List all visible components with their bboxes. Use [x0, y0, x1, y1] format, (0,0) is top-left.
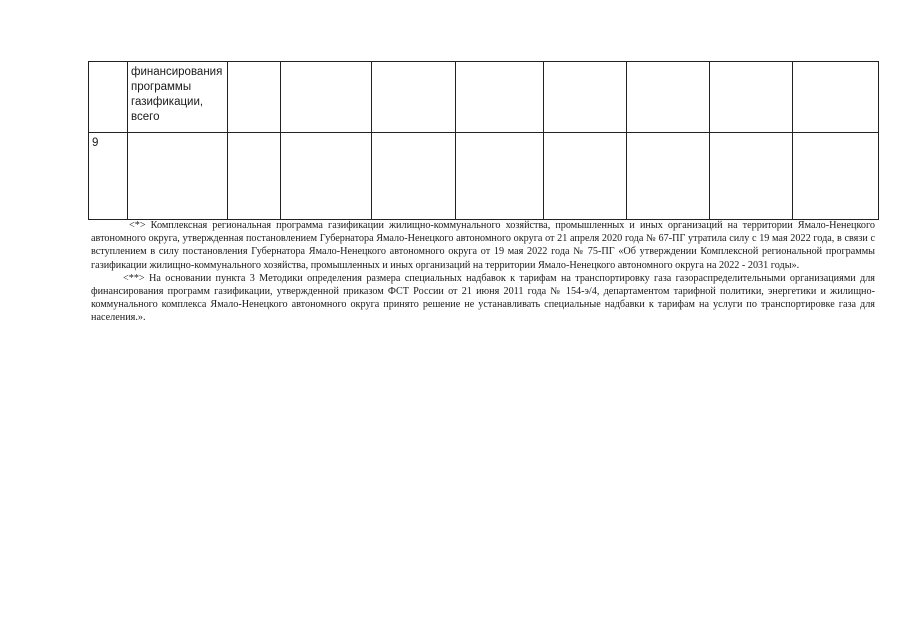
empty-cell	[372, 62, 456, 133]
empty-cell	[710, 62, 793, 133]
footnote-2: <**> На основании пункта 3 Методики определения размера специальных надбавок к тарифам на транспортировку газа газораспределительными организациями для финансирования программ газификации, утвержденной приказом ФСТ России от 21 июня 2011 года № 154-э/4, департаментом тарифной политики, энергетики и жилищно-коммунального комплекса Ямало-Ненецкого автономного округа принято решение не устанавливать специальные надбавки к тарифам на услуги по транспортировке газа для населения.».	[91, 272, 875, 324]
footnotes	[91, 219, 875, 325]
empty-cell	[228, 62, 281, 133]
row-number-cell: 9	[89, 133, 128, 220]
table-row	[89, 133, 879, 220]
empty-cell	[544, 62, 627, 133]
empty-cell	[456, 62, 544, 133]
row-label-line: финансирования	[131, 66, 223, 78]
row-label-line: программы	[131, 81, 192, 93]
empty-cell	[228, 133, 281, 220]
empty-cell	[281, 62, 372, 133]
empty-cell	[281, 133, 372, 220]
row-number-cell	[89, 62, 128, 133]
empty-cell	[793, 133, 879, 220]
footnote-1: <*> Комплексная региональная программа газификации жилищно-коммунального хозяйства, промышленных и иных организаций на территории Ямало-Ненецкого автономного округа, утвержденная постановлением Губернатора Ямало-Ненецкого автономного округа от 21 апреля 2020 года № 67-ПГ утратила силу с 19 мая 2022 года, в связи с вступлением в силу постановления Губернатора Ямало-Ненецкого автономного округа от 19 мая 2022 года № 75-ПГ «Об утверждении Комплексной региональной программы газификации жилищно-коммунального хозяйства, промышленных и иных организаций на территории Ямало-Ненецкого автономного округа на 2022 - 2031 годы».	[91, 220, 875, 271]
empty-cell	[793, 62, 879, 133]
empty-cell	[710, 133, 793, 220]
empty-cell	[456, 133, 544, 220]
row-label-line: газификации,	[131, 96, 204, 108]
row-label-cell	[128, 62, 228, 133]
empty-cell	[627, 133, 710, 220]
row-label-cell	[128, 133, 228, 220]
empty-cell	[627, 62, 710, 133]
table-row	[89, 62, 879, 133]
empty-cell	[372, 133, 456, 220]
gasification-table	[88, 61, 879, 220]
row-label-line: всего	[131, 111, 160, 123]
empty-cell	[544, 133, 627, 220]
